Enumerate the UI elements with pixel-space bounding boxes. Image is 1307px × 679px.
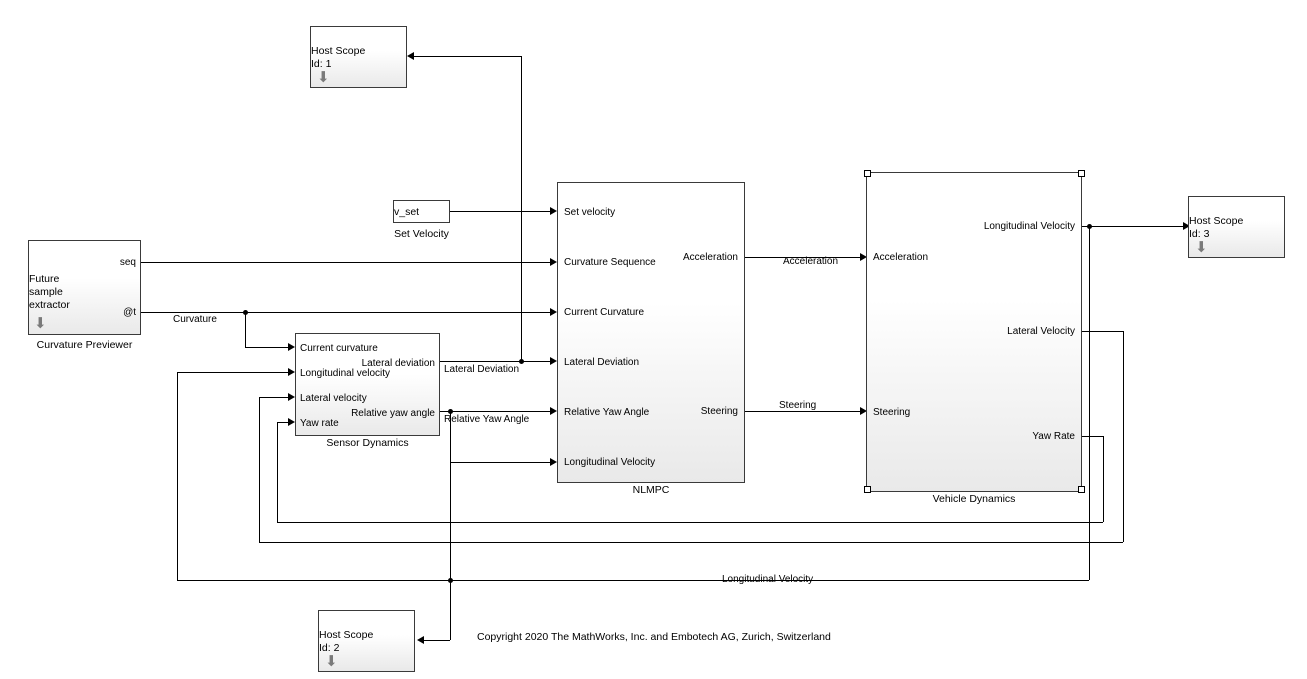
block-host-scope-1[interactable] <box>310 26 407 88</box>
nlmpc-in-curvature-sequence: Curvature Sequence <box>564 257 656 268</box>
sensor-in-lateral-velocity: Lateral velocity <box>300 393 367 404</box>
nlmpc-out-acceleration: Acceleration <box>682 252 738 263</box>
curvature-previewer-line2: sample <box>29 286 63 298</box>
block-v-set[interactable] <box>393 200 450 223</box>
arrow-nlmpc-latdev <box>550 357 557 365</box>
arrow-sensor-yawrate <box>288 418 295 426</box>
signal-label-curvature: Curvature <box>173 314 217 325</box>
wire-latvel-down <box>1123 331 1124 542</box>
sensor-in-longitudinal-velocity: Longitudinal velocity <box>300 368 391 379</box>
vd-in-steering: Steering <box>873 407 911 418</box>
arrow-scope1-in <box>407 52 414 60</box>
resize-handle-top-right[interactable] <box>1078 170 1085 177</box>
arrow-nlmpc-setvelocity <box>550 207 557 215</box>
signal-label-longitudinal-velocity: Longitudinal Velocity <box>722 574 814 585</box>
arrow-sensor-latvel <box>288 393 295 401</box>
scope-icon: ⬇ <box>325 653 338 670</box>
wire-longvel-bottom <box>177 580 1089 581</box>
wire-curvature-branch-v <box>245 312 246 347</box>
wire-latvel-up <box>259 397 260 542</box>
nlmpc-in-longitudinal-velocity: Longitudinal Velocity <box>564 457 656 468</box>
host-scope-2-line2: Id: 2 <box>319 642 340 654</box>
wire-longvel-to-scope3 <box>1082 226 1183 227</box>
signal-label-lateral-deviation: Lateral Deviation <box>444 364 520 375</box>
curvature-previewer-caption: Curvature Previewer <box>36 339 133 351</box>
wire-longvel-down <box>1089 226 1090 580</box>
vd-out-lateral-velocity: Lateral Velocity <box>1007 326 1075 337</box>
wire-latvel-bottom <box>259 542 1123 543</box>
host-scope-3-line2: Id: 3 <box>1189 228 1210 240</box>
block-vehicle-dynamics[interactable] <box>866 172 1082 492</box>
wire-lateral-deviation <box>440 361 550 362</box>
wire-curvature-main <box>141 312 550 313</box>
port-at-t: @t <box>123 307 136 318</box>
vd-in-acceleration: Acceleration <box>873 252 929 263</box>
v-set-caption: Set Velocity <box>394 228 449 240</box>
signal-label-relative-yaw-angle: Relative Yaw Angle <box>444 414 530 425</box>
wire-longvel-into-sensor <box>177 372 288 373</box>
wire-scope2-horizontal <box>424 640 450 641</box>
nlmpc-out-steering: Steering <box>700 406 738 417</box>
sensor-out-lateral-deviation: Lateral deviation <box>361 358 435 369</box>
arrow-sensor-longvel <box>288 368 295 376</box>
block-host-scope-3[interactable] <box>1188 196 1285 258</box>
arrow-nlmpc-longvel <box>550 458 557 466</box>
signal-label-steering: Steering <box>779 400 817 411</box>
arrow-nlmpc-curvseq <box>550 258 557 266</box>
signal-label-acceleration: Acceleration <box>783 256 839 267</box>
arrow-nlmpc-relyaw <box>550 407 557 415</box>
nlmpc-caption: NLMPC <box>632 484 670 496</box>
wire-vset-nlmpc <box>450 211 550 212</box>
wire-scope1-horizontal <box>414 56 521 57</box>
wire-longvel-up-to-nlmpc <box>450 462 451 580</box>
wire-relative-yaw <box>440 411 550 412</box>
vd-out-yaw-rate: Yaw Rate <box>1032 431 1075 442</box>
arrow-sensor-currcurv <box>288 343 295 351</box>
curvature-previewer-line3: extractor <box>29 299 70 311</box>
v-set-label: v_set <box>394 206 420 218</box>
wire-longvel-nlmpc-in <box>450 462 550 463</box>
wire-latvel-out <box>1082 331 1124 332</box>
sensor-out-relative-yaw-angle: Relative yaw angle <box>351 408 435 419</box>
block-sensor-dynamics[interactable] <box>295 333 440 436</box>
nlmpc-in-set-velocity: Set velocity <box>564 207 616 218</box>
wire-longvel-left-up <box>177 372 178 580</box>
wire-yawrate-up <box>277 422 278 522</box>
block-host-scope-2[interactable] <box>318 610 415 672</box>
host-scope-1-line2: Id: 1 <box>311 58 332 70</box>
host-scope-3-line1: Host Scope <box>1189 215 1244 227</box>
port-seq: seq <box>119 257 136 268</box>
vehicle-dynamics-caption: Vehicle Dynamics <box>932 493 1016 505</box>
curvature-previewer-line1: Future <box>29 273 60 285</box>
block-nlmpc[interactable] <box>557 182 745 483</box>
wire-curvature-branch-h <box>245 347 288 348</box>
arrow-scope2-in <box>417 636 424 644</box>
resize-handle-bottom-right[interactable] <box>1078 486 1085 493</box>
scope-icon: ⬇ <box>317 69 330 86</box>
wire-seq-nlmpc <box>141 262 550 263</box>
previewer-icon: ⬇ <box>34 315 47 332</box>
sensor-in-yaw-rate: Yaw rate <box>300 418 339 429</box>
sensor-in-current-curvature: Current curvature <box>300 343 378 354</box>
wire-yawrate-bottom <box>277 522 1103 523</box>
block-curvature-previewer[interactable] <box>28 240 141 335</box>
copyright-text: Copyright 2020 The MathWorks, Inc. and Embotech AG, Zurich, Switzerland <box>477 631 831 643</box>
sensor-dynamics-caption: Sensor Dynamics <box>326 437 409 449</box>
resize-handle-bottom-left[interactable] <box>864 486 871 493</box>
nlmpc-in-current-curvature: Current Curvature <box>564 307 645 318</box>
host-scope-2-line1: Host Scope <box>319 629 374 641</box>
nlmpc-in-lateral-deviation: Lateral Deviation <box>564 357 640 368</box>
arrow-nlmpc-currcurv <box>550 308 557 316</box>
junction-lateral-deviation <box>519 359 524 364</box>
resize-handle-top-left[interactable] <box>864 170 871 177</box>
scope-icon: ⬇ <box>1195 239 1208 256</box>
wire-yawrate-down <box>1103 436 1104 522</box>
wire-scope1-vertical <box>521 56 522 361</box>
vd-out-longitudinal-velocity: Longitudinal Velocity <box>983 221 1075 232</box>
wire-steering <box>745 411 860 412</box>
wire-yawrate-into-sensor <box>277 422 288 423</box>
nlmpc-in-relative-yaw-angle: Relative Yaw Angle <box>564 407 650 418</box>
wire-yawrate-out <box>1082 436 1104 437</box>
host-scope-1-line1: Host Scope <box>311 45 366 57</box>
wire-latvel-into-sensor <box>259 397 288 398</box>
